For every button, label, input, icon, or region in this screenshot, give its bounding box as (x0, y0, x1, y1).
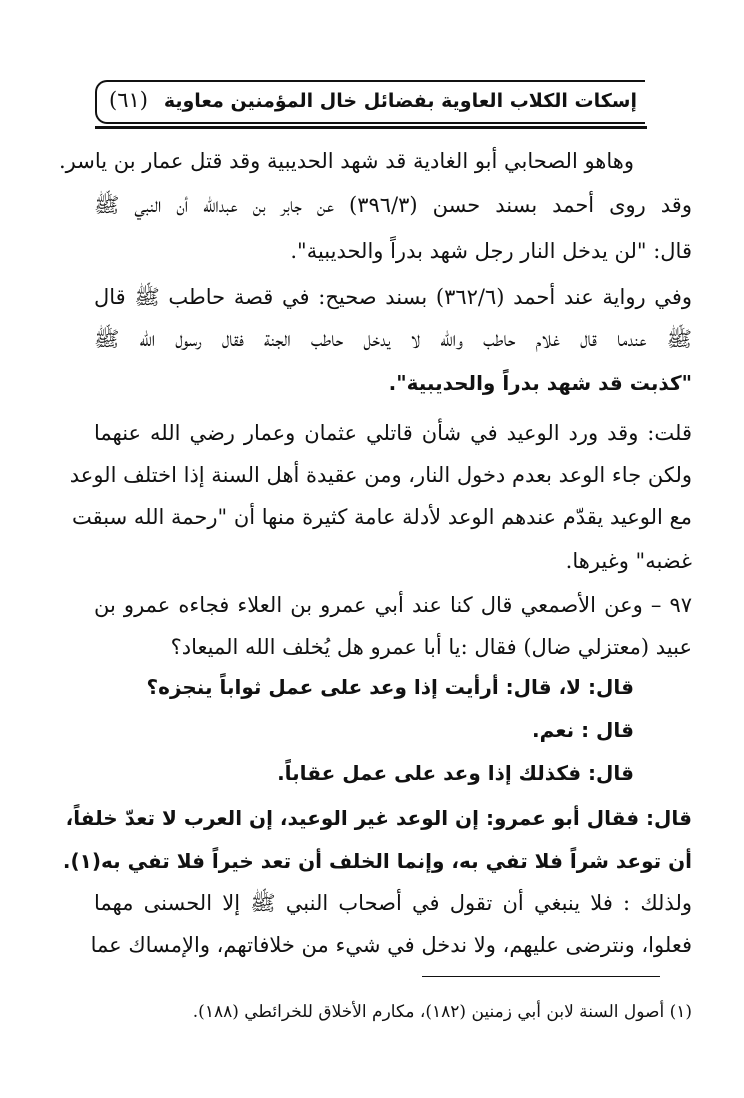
text-line: ٩٧ – وعن الأصمعي قال كنا عند أبي عمرو بن العلاء فجاءه عمرو بن (94, 593, 692, 617)
text-line: أن توعد شراً فلا تفي به، وإنما الخلف أن تعد خيراً فلا تفي به(١). (62, 849, 692, 873)
text-line: ولكن جاء الوعد بعدم دخول النار، ومن عقيدة أهل السنة إذا اختلف الوعد (69, 463, 692, 487)
book-title: إسكات الكلاب العاوية بفضائل خال المؤمنين معاوية (163, 90, 637, 112)
text-line: وقد روى أحمد بسند حسن (٣٩٦/٣) عن جابر بن عبدالله أن النبي ﷺ (94, 193, 692, 217)
text-line: عبيد (معتزلي ضال) فقال :يا أبا عمرو هل يُخلف الله الميعاد؟ (170, 635, 692, 659)
text-line: ﷺ عندما قال غلام حاطب والله لا يدخل حاطب الجنة فقال رسول الله ﷺ (94, 327, 692, 351)
page-number: (٦١) (109, 88, 148, 112)
footnote-separator (422, 976, 660, 977)
header-rule (95, 126, 647, 129)
text-line: قال: "لن يدخل النار رجل شهد بدراً والحديبية". (290, 239, 692, 263)
text-line: وهاهو الصحابي أبو الغادية قد شهد الحديبية وقد قتل عمار بن ياسر. (58, 149, 634, 173)
running-header (95, 80, 645, 124)
text-line: غضبه" وغيرها. (565, 549, 692, 573)
text-line: قال: لا، قال: أرأيت إذا وعد على عمل ثواباً ينجزه؟ (146, 675, 634, 699)
text-line: "كذبت قد شهد بدراً والحديبية". (388, 371, 692, 395)
text-line: قال: فكذلك إذا وعد على عمل عقاباً. (277, 761, 634, 785)
text-line: وفي رواية عند أحمد (٣٦٢/٦) بسند صحيح: في قصة حاطب ﷺ قال (94, 285, 692, 309)
text-line: قال: فقال أبو عمرو: إن الوعد غير الوعيد، إن العرب لا تعدّ خلفاً، (65, 806, 692, 830)
text-line: ولذلك : فلا ينبغي أن تقول في أصحاب النبي ﷺ إلا الحسنى مهما (94, 891, 692, 915)
text-line: فعلوا، ونترضى عليهم، ولا ندخل في شيء من خلافاتهم، والإمساك عما (90, 933, 692, 957)
text-line: قلت: وقد ورد الوعيد في شأن قاتلي عثمان وعمار رضي الله عنهما (94, 421, 692, 445)
footnote: (١) أصول السنة لابن أبي زمنين (١٨٢)، مكارم الأخلاق للخرائطي (١٨٨). (192, 1002, 692, 1022)
text-line: مع الوعيد يقدّم عندهم الوعد لأدلة عامة كثيرة منها أن "رحمة الله سبقت (72, 505, 692, 529)
text-line: قال : نعم. (532, 718, 634, 742)
